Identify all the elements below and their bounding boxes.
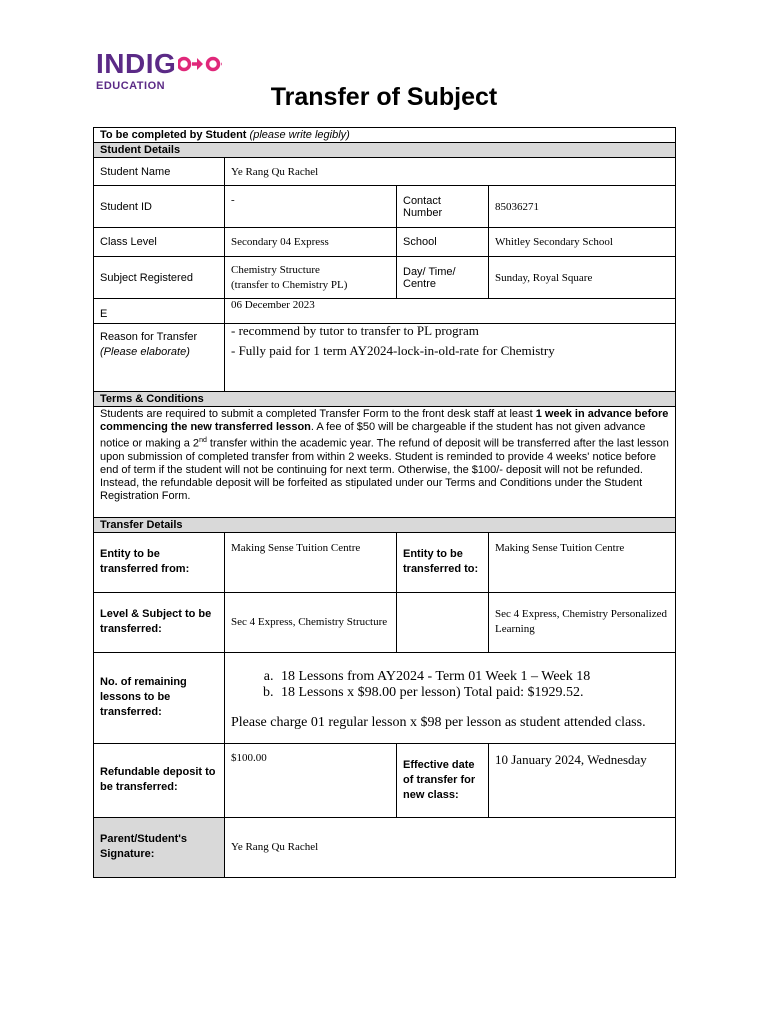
effective-date-label: Effective date of transfer for new class: [397, 743, 489, 817]
level-blank-cell [397, 592, 489, 652]
terms-text: Students are required to submit a completed Transfer Form to the front desk staff at least 1 week in advance before commencing the new transferred lesson. A fee of $50 will be chargeable if the student has not given advance notice or making a 2nd transfer within the academic year. The refund of deposit will be transferred after the last lesson upon submission of completed transfer from within 2 weeks. Student is reminded to provide 4 weeks' notice before end of term if the student will not be continuing for next term. Otherwise, the $100/- deposit will not be refunded. Instead, the refundable deposit will be forfeited as stipulated under our Terms and Conditions under the Student Registration Form. [94, 407, 676, 518]
form-instruction: To be completed by Student (please write legibly) [94, 128, 676, 143]
day-time-centre-label: Day/ Time/ Centre [397, 257, 489, 299]
remaining-lessons-field[interactable] [225, 652, 676, 743]
list-item: b. 18 Lessons x $98.00 per lesson) Total paid: $1929.52. [277, 685, 669, 701]
remaining-note: Please charge 01 regular lesson x $98 per lesson as student attended class. [231, 714, 646, 730]
entity-from-field[interactable]: Making Sense Tuition Centre [225, 532, 397, 592]
entity-to-label: Entity to be transferred to: [397, 532, 489, 592]
e-date-field[interactable]: 06 December 2023 [225, 299, 676, 324]
terms-heading: Terms & Conditions [94, 392, 676, 407]
entity-to-field[interactable]: Making Sense Tuition Centre [489, 532, 676, 592]
list-item: a. 18 Lessons from AY2024 - Term 01 Week 1 – Week 18 [277, 669, 669, 685]
logo-wordmark: INDIG [96, 48, 177, 79]
subject-registered-label: Subject Registered [94, 257, 225, 299]
school-field[interactable]: Whitley Secondary School [489, 228, 676, 257]
contact-number-field[interactable]: 85036271 [489, 186, 676, 228]
student-name-field[interactable]: Ye Rang Qu Rachel [225, 158, 676, 186]
student-id-field[interactable]: - [225, 186, 397, 228]
level-from-field[interactable]: Sec 4 Express, Chemistry Structure [225, 592, 397, 652]
entity-from-label: Entity to be transferred from: [94, 532, 225, 592]
refundable-deposit-label: Refundable deposit to be transferred: [94, 743, 225, 817]
class-level-label: Class Level [94, 228, 225, 257]
student-details-heading: Student Details [94, 143, 676, 158]
student-name-label: Student Name [94, 158, 225, 186]
school-label: School [397, 228, 489, 257]
transfer-details-heading: Transfer Details [94, 517, 676, 532]
logo-arrow-icon [178, 54, 222, 74]
reason-field[interactable]: - recommend by tutor to transfer to PL program - Fully paid for 1 term AY2024-lock-in-old-rate for Chemistry [225, 324, 676, 392]
refundable-deposit-field[interactable]: $100.00 [225, 743, 397, 817]
page-title: Transfer of Subject [270, 83, 498, 111]
transfer-form-table [93, 127, 676, 878]
remaining-lessons-list [231, 669, 669, 701]
remaining-lessons-label: No. of remaining lessons to be transferred: [94, 652, 225, 743]
effective-date-field[interactable]: 10 January 2024, Wednesday [489, 743, 676, 817]
student-id-label: Student ID [94, 186, 225, 228]
signature-field[interactable]: Ye Rang Qu Rachel [225, 817, 676, 877]
e-label: E [94, 299, 225, 324]
contact-number-label: Contact Number [397, 186, 489, 228]
signature-label: Parent/Student's Signature: [94, 817, 225, 877]
level-to-field[interactable]: Sec 4 Express, Chemistry Personalized Learning [489, 592, 676, 652]
logo-subtitle: EDUCATION [96, 80, 166, 92]
day-time-centre-field[interactable]: Sunday, Royal Square [489, 257, 676, 299]
class-level-field[interactable]: Secondary 04 Express [225, 228, 397, 257]
reason-label: Reason for Transfer (Please elaborate) [94, 324, 225, 392]
subject-registered-field[interactable]: Chemistry Structure (transfer to Chemistry PL) [225, 257, 397, 299]
level-subject-label: Level & Subject to be transferred: [94, 592, 225, 652]
